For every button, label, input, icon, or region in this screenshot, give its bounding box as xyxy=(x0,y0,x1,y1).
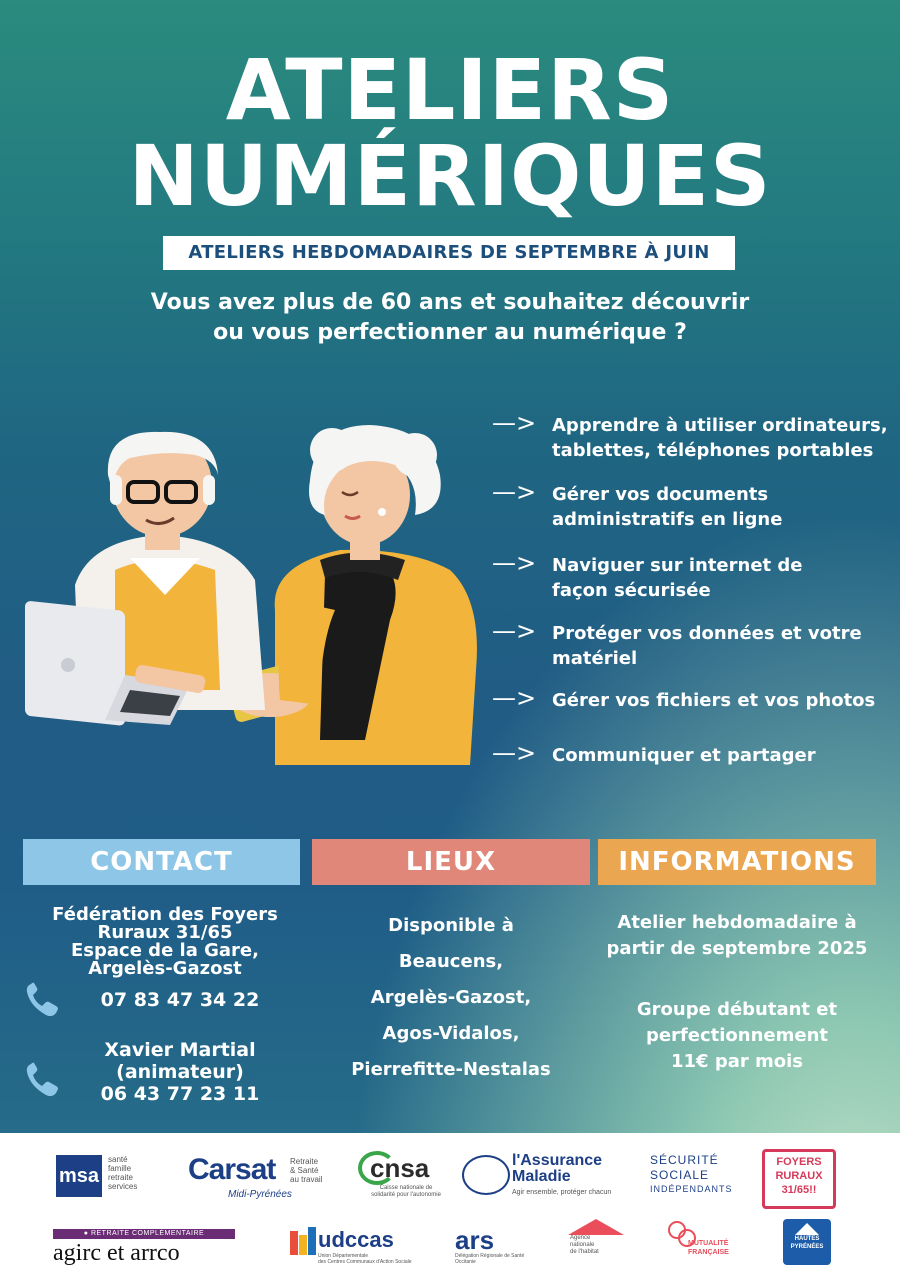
skill-line: Communiquer et partager xyxy=(552,745,816,766)
mutualite-text: MUTUALITÉ xyxy=(688,1240,729,1247)
agirc-banner: ● RETRAITE COMPLÉMENTAIRE xyxy=(53,1229,235,1239)
skill-line: matériel xyxy=(552,648,638,669)
udccas-mark: udccas xyxy=(318,1227,394,1252)
title-line-2: NUMÉRIQUES xyxy=(128,127,772,225)
arrow-right-icon: —> xyxy=(492,549,537,577)
cnsa-mark: cnsa xyxy=(370,1153,430,1183)
skill-line: Apprendre à utiliser ordinateurs, xyxy=(552,415,888,436)
ars-logo xyxy=(455,1227,535,1265)
lieux-place: Beaucens, xyxy=(398,951,504,972)
securite-sociale-logo xyxy=(650,1153,733,1195)
msa-text: famille xyxy=(108,1164,132,1173)
skill-item xyxy=(492,684,900,716)
informations-p1 xyxy=(598,910,876,962)
contact-org-line: Fédération des Foyers xyxy=(52,904,278,925)
lieux-header: LIEUX xyxy=(312,839,590,885)
msa-text: santé xyxy=(108,1155,128,1164)
anah-text: nationale xyxy=(570,1242,595,1248)
mutualite-francaise-logo xyxy=(668,1221,738,1263)
informations-p2 xyxy=(598,997,876,1075)
msa-text: retraite xyxy=(108,1173,133,1182)
contact-org-line: Argelès-Gazost xyxy=(88,958,242,979)
agirc-arrco-logo xyxy=(53,1229,235,1266)
anah-text: Agence xyxy=(570,1235,591,1241)
skill-item xyxy=(492,549,900,605)
phone-icon xyxy=(22,1060,62,1100)
cnsa-logo xyxy=(356,1149,456,1205)
house-roof-icon xyxy=(568,1219,624,1235)
mountain-icon xyxy=(795,1223,819,1235)
phone-icon xyxy=(22,980,62,1020)
question-line-1: Vous avez plus de 60 ans et souhaitez découvrir xyxy=(150,290,750,315)
carsat-logo xyxy=(188,1153,338,1203)
informations-header: INFORMATIONS xyxy=(598,839,876,885)
lieux-place: Agos-Vidalos, xyxy=(382,1023,520,1044)
informations-price: 11€ par mois xyxy=(670,1051,804,1072)
udccas-logo xyxy=(290,1227,410,1265)
assurance-maladie-figures-icon xyxy=(462,1155,510,1195)
informations-line: partir de septembre 2025 xyxy=(606,938,868,959)
ars-mark: ars xyxy=(455,1225,495,1255)
skill-line: Gérer vos fichiers et vos photos xyxy=(552,690,876,711)
skill-line: Naviguer sur internet de xyxy=(552,555,803,576)
skill-line: Gérer vos documents xyxy=(552,484,769,505)
title-line-1: ATELIERS xyxy=(225,41,675,139)
skill-item xyxy=(492,478,900,534)
hautes-pyrenees-logo xyxy=(783,1219,831,1265)
contact-phone-2: 06 43 77 23 11 xyxy=(100,1083,260,1105)
contact-person xyxy=(70,1039,290,1105)
informations-line: Atelier hebdomadaire à xyxy=(617,912,857,933)
anah-logo xyxy=(568,1219,628,1263)
msa-text: services xyxy=(108,1182,138,1191)
skill-line: façon sécurisée xyxy=(552,580,711,601)
udccas-text: Union Départementale xyxy=(318,1253,369,1259)
informations-line: perfectionnement xyxy=(645,1025,829,1046)
skill-line: tablettes, téléphones portables xyxy=(552,440,874,461)
skill-line: Protéger vos données et votre xyxy=(552,623,862,644)
contact-org-line: Ruraux 31/65 xyxy=(97,922,233,943)
arrow-right-icon: —> xyxy=(492,409,537,437)
ars-text: Occitanie xyxy=(455,1259,476,1265)
carsat-text: au travail xyxy=(290,1175,323,1184)
skill-item xyxy=(492,617,900,673)
foyers-text: RURAUX xyxy=(775,1170,823,1182)
assurance-text: l'Assurance xyxy=(512,1152,603,1169)
skill-item xyxy=(492,739,900,771)
udccas-text: des Centres Communaux d'Action Sociale xyxy=(318,1259,412,1265)
carsat-text: & Santé xyxy=(290,1166,319,1175)
question xyxy=(60,288,840,348)
securite-text: SÉCURITÉ xyxy=(650,1153,719,1167)
arrow-right-icon: —> xyxy=(492,684,537,712)
assurance-text: Maladie xyxy=(512,1168,571,1185)
partner-logos xyxy=(0,1133,900,1266)
assurance-maladie-logo xyxy=(462,1151,612,1203)
securite-text: INDÉPENDANTS xyxy=(650,1184,733,1194)
arrow-right-icon: —> xyxy=(492,478,537,506)
cnsa-text: solidarité pour l'autonomie xyxy=(371,1192,441,1198)
anah-text: de l'habitat xyxy=(570,1249,599,1255)
assurance-tagline: Agir ensemble, protéger chacun xyxy=(512,1189,612,1196)
hp-text: HAUTES xyxy=(794,1236,820,1242)
agirc-mark: agirc et arrco xyxy=(53,1240,180,1266)
lieux-intro: Disponible à xyxy=(388,915,514,936)
contact-org xyxy=(30,906,300,978)
skill-line: administratifs en ligne xyxy=(552,509,783,530)
foyers-ruraux-logo xyxy=(762,1149,836,1209)
seniors-illustration xyxy=(20,420,490,780)
contact-person-role: (animateur) xyxy=(116,1061,244,1083)
arrow-right-icon: —> xyxy=(492,617,537,645)
msa-mark: msa xyxy=(56,1155,102,1197)
cnsa-text: Caisse nationale de xyxy=(379,1185,433,1191)
lieux-place: Pierrefitte-Nestalas xyxy=(351,1059,551,1080)
question-line-2: ou vous perfectionner au numérique ? xyxy=(213,320,687,345)
hp-text: PYRÉNÉES xyxy=(790,1244,824,1250)
contact-person-name: Xavier Martial xyxy=(104,1039,256,1061)
informations-line: Groupe débutant et xyxy=(636,999,838,1020)
lieux-place: Argelès-Gazost, xyxy=(370,987,532,1008)
securite-text: SOCIALE xyxy=(650,1168,710,1182)
lieux-list xyxy=(312,908,590,1088)
foyers-text: FOYERS xyxy=(776,1156,822,1168)
subtitle-band: ATELIERS HEBDOMADAIRES DE SEPTEMBRE À JUIN xyxy=(163,236,735,270)
contact-phone-1: 07 83 47 34 22 xyxy=(100,989,260,1011)
carsat-mark: Carsat xyxy=(188,1153,276,1186)
carsat-text: Retraite xyxy=(290,1157,319,1166)
arrow-right-icon: —> xyxy=(492,739,537,767)
contact-header: CONTACT xyxy=(23,839,300,885)
mutualite-text: FRANÇAISE xyxy=(688,1249,729,1256)
ars-text: Délégation Régionale de Santé xyxy=(455,1253,525,1259)
contact-org-line: Espace de la Gare, xyxy=(71,940,259,961)
skill-item xyxy=(492,409,900,465)
carsat-region: Midi-Pyrénées xyxy=(228,1189,292,1200)
foyers-text: 31/65!! xyxy=(781,1184,817,1196)
